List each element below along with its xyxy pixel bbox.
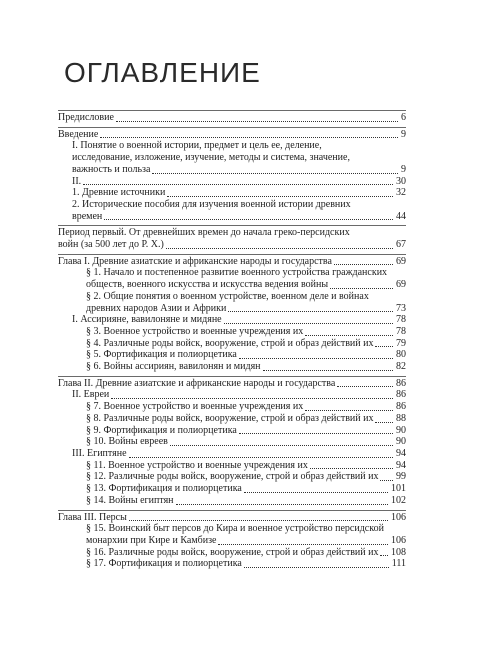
toc-entry-line (58, 129, 400, 141)
dot-leader (111, 398, 393, 399)
toc-entry-text: § 14. Войны египтян (86, 494, 174, 506)
toc-section (58, 376, 406, 510)
toc-page-number: 86 (396, 401, 406, 413)
toc-entry-title (86, 460, 395, 472)
dot-leader (375, 422, 393, 423)
toc-entry-line: § 2. Общие понятия о военном устройстве, военном деле и войнах (86, 290, 369, 302)
dot-leader (330, 288, 393, 289)
toc-entry-text: обществ, военного искусства и искусства ведения войны (86, 279, 329, 291)
dot-leader (116, 121, 398, 122)
toc-entry-title (58, 112, 400, 124)
toc-entry[interactable] (58, 389, 406, 401)
toc-entry-text: § 6. Войны ассириян, вавилонян и мидян (86, 361, 261, 373)
toc-entry-line (72, 448, 395, 460)
table-of-contents (58, 110, 406, 573)
toc-entry-title (86, 436, 395, 448)
toc-entry-text: I. Ассирияне, вавилоняне и мидяне (72, 314, 222, 326)
toc-entry-text: Глава I. Древние азиатские и африканские народы и государства (58, 255, 332, 267)
toc-entry[interactable] (58, 413, 406, 425)
toc-entry[interactable] (58, 187, 406, 199)
toc-page-number: 82 (396, 361, 406, 373)
toc-entry-title (72, 176, 395, 188)
dot-leader (239, 358, 393, 359)
toc-entry-line (58, 112, 400, 124)
toc-entry[interactable] (58, 267, 406, 290)
toc-page-number: 67 (396, 239, 406, 251)
toc-entry-title (72, 187, 395, 199)
toc-entry-text: § 12. Различные роды войск, вооружение, строй и образ действий их (86, 471, 379, 483)
toc-section (58, 110, 406, 127)
toc-entry-line (86, 326, 395, 338)
dot-leader (375, 346, 393, 347)
toc-entry-title (58, 378, 395, 390)
dot-leader (129, 520, 388, 521)
toc-entry-text: III. Египтяне (72, 447, 127, 459)
toc-entry-title (86, 483, 390, 495)
toc-entry-line (86, 401, 395, 413)
dot-leader (228, 311, 393, 312)
toc-entry[interactable] (58, 112, 406, 124)
toc-entry-text: Глава III. Персы (58, 511, 127, 523)
toc-entry-line (86, 436, 395, 448)
dot-leader (244, 492, 388, 493)
dot-leader (380, 480, 393, 481)
toc-section (58, 127, 406, 226)
toc-entry-title (86, 558, 391, 570)
toc-entry[interactable] (58, 436, 406, 448)
toc-entry[interactable] (58, 483, 406, 495)
toc-entry-text: древних народов Азии и Африки (86, 302, 227, 314)
toc-entry-text: II. (72, 175, 82, 187)
toc-entry-text: § 5. Фортификация и полиорцетика (86, 349, 237, 361)
toc-entry-title (72, 199, 395, 222)
toc-entry-text: § 9. Фортификация и полиорцетика (86, 424, 237, 436)
dot-leader (337, 386, 393, 387)
toc-entry-line (86, 460, 395, 472)
dot-leader (83, 184, 393, 185)
toc-entry[interactable] (58, 291, 406, 314)
toc-entry-title (72, 314, 395, 326)
toc-section (58, 510, 406, 574)
toc-entry-line (86, 338, 395, 350)
toc-entry-text: § 4. Различные роды войск, вооружение, строй и образ действий их (86, 337, 374, 349)
toc-entry[interactable] (58, 425, 406, 437)
toc-entry-title (72, 389, 395, 401)
dot-leader (170, 445, 393, 446)
toc-entry-line (86, 425, 395, 437)
dot-leader (334, 264, 393, 265)
toc-entry-line: Период первый. От древнейших времен до начала греко-персидских (58, 227, 350, 239)
toc-page-number: 94 (396, 459, 406, 471)
toc-entry-title (86, 471, 395, 483)
toc-page-number: 9 (401, 163, 406, 175)
toc-entry-line (72, 164, 400, 176)
toc-entry-text: § 7. Военное устройство и военные учреждения их (86, 401, 304, 413)
toc-page-number: 86 (396, 389, 406, 401)
toc-entry-text: важность и польза (72, 163, 151, 175)
dot-leader (166, 248, 393, 249)
toc-entry-title (72, 448, 395, 460)
toc-entry[interactable] (58, 129, 406, 141)
toc-entry[interactable] (58, 140, 406, 175)
toc-entry[interactable] (58, 227, 406, 250)
toc-entry[interactable] (58, 361, 406, 373)
toc-page-number: 94 (396, 447, 406, 459)
toc-entry-line: I. Понятие о военной истории, предмет и цель ее, деление, (72, 140, 322, 152)
toc-entry-line: § 1. Начало и постепенное развитие военного устройства гражданских (86, 267, 388, 279)
toc-entry[interactable] (58, 401, 406, 413)
toc-page-number: 73 (396, 302, 406, 314)
toc-entry-text: § 11. Военное устройство и военные учреждения их (86, 459, 308, 471)
toc-page-number: 88 (396, 412, 406, 424)
dot-leader (310, 468, 393, 469)
toc-entry-line (86, 558, 391, 570)
toc-entry-line (72, 389, 395, 401)
toc-entry[interactable] (58, 326, 406, 338)
toc-page-number: 78 (396, 325, 406, 337)
toc-entry-title (86, 291, 395, 314)
toc-entry-text: Введение (58, 128, 99, 140)
toc-entry-line: 2. Исторические пособия для изучения военной истории древних (72, 198, 351, 210)
toc-entry-line (72, 187, 395, 199)
toc-entry-line (58, 378, 395, 390)
toc-entry-text: § 17. Фортификация и полиорцетика (86, 558, 242, 570)
toc-entry-title (86, 523, 390, 546)
toc-entry-line (86, 471, 395, 483)
toc-entry-title (86, 413, 395, 425)
toc-entry-line (86, 483, 390, 495)
toc-section (58, 225, 406, 253)
toc-entry[interactable] (58, 471, 406, 483)
toc-page-number: 69 (396, 279, 406, 291)
toc-entry[interactable] (58, 176, 406, 188)
toc-entry[interactable] (58, 460, 406, 472)
toc-entry-line (86, 547, 390, 559)
dot-leader (218, 544, 388, 545)
toc-entry[interactable] (58, 349, 406, 361)
toc-entry[interactable] (58, 199, 406, 222)
toc-entry-text: Глава II. Древние азиатские и африканские народы и государства (58, 377, 336, 389)
toc-entry[interactable] (58, 558, 406, 570)
toc-entry-line (86, 361, 395, 373)
toc-entry-title (58, 129, 400, 141)
toc-page-number: 32 (396, 187, 406, 199)
toc-entry-line (86, 535, 390, 547)
toc-entry-text: § 13. Фортификация и полиорцетика (86, 483, 242, 495)
toc-entry[interactable] (58, 314, 406, 326)
toc-entry[interactable] (58, 338, 406, 350)
toc-entry-line: исследование, изложение, изучение, методы и система, значение, (72, 152, 350, 164)
toc-entry-title (86, 401, 395, 413)
toc-page-number: 44 (396, 210, 406, 222)
toc-entry[interactable] (58, 495, 406, 507)
toc-entry-title (86, 349, 395, 361)
toc-entry-title (86, 361, 395, 373)
toc-page-number: 86 (396, 377, 406, 389)
toc-entry-line (72, 176, 395, 188)
dot-leader (305, 410, 393, 411)
toc-section (58, 254, 406, 376)
toc-entry-text: § 16. Различные роды войск, вооружение, строй и образ действий их (86, 546, 379, 558)
toc-page-number: 30 (396, 175, 406, 187)
toc-entry-line (72, 211, 395, 223)
dot-leader (152, 173, 398, 174)
toc-entry[interactable] (58, 378, 406, 390)
dot-leader (129, 457, 393, 458)
toc-entry-line (72, 314, 395, 326)
toc-entry-text: Предисловие (58, 112, 114, 123)
toc-entry[interactable] (58, 523, 406, 546)
toc-entry-line (58, 512, 390, 524)
toc-entry-line (86, 279, 395, 291)
toc-page-number: 101 (391, 483, 406, 495)
toc-entry-title (58, 256, 395, 268)
toc-entry-line (86, 349, 395, 361)
dot-leader (380, 555, 388, 556)
toc-page-number: 69 (396, 255, 406, 267)
toc-page-number: 80 (396, 349, 406, 361)
toc-page-number: 106 (391, 511, 406, 523)
toc-page-number: 9 (401, 128, 406, 140)
dot-leader (263, 370, 393, 371)
dot-leader (167, 196, 393, 197)
toc-entry-text: § 3. Военное устройство и военные учреждения их (86, 325, 304, 337)
toc-page-number: 99 (396, 471, 406, 483)
toc-entry-title (86, 338, 395, 350)
toc-entry-line (58, 239, 395, 251)
toc-page-number: 102 (391, 494, 406, 506)
toc-entry[interactable] (58, 448, 406, 460)
toc-entry-title (86, 547, 390, 559)
toc-entry-title (58, 512, 390, 524)
toc-entry-title (58, 227, 395, 250)
toc-entry-line (58, 256, 395, 268)
toc-page-number: 79 (396, 337, 406, 349)
toc-page-number: 111 (391, 558, 406, 570)
toc-page-number: 108 (391, 546, 406, 558)
toc-page-number: 90 (396, 436, 406, 448)
toc-entry-text: § 10. Войны евреев (86, 436, 168, 448)
dot-leader (176, 504, 388, 505)
dot-leader (100, 137, 398, 138)
toc-page-number: 106 (391, 534, 406, 546)
toc-entry-title (86, 326, 395, 338)
toc-entry-title (86, 267, 395, 290)
toc-entry-line (86, 303, 395, 315)
dot-leader (244, 567, 389, 568)
toc-entry-text: войн (за 500 лет до Р. Х.) (58, 239, 164, 251)
toc-entry-line: § 15. Воинский быт персов до Кира и военное устройство персидской (86, 523, 384, 535)
toc-page-number: 90 (396, 424, 406, 436)
toc-entry-text: § 8. Различные роды войск, вооружение, строй и образ действий их (86, 412, 374, 424)
toc-entry-text: монархии при Кире и Камбизе (86, 534, 217, 546)
dot-leader (239, 433, 393, 434)
dot-leader (104, 219, 393, 220)
page-title: ОГЛАВЛЕНИЕ (64, 57, 261, 88)
toc-entry-text: времен (72, 210, 103, 222)
toc-entry-title (86, 495, 390, 507)
toc-entry[interactable] (58, 256, 406, 268)
toc-page-number: 6 (401, 112, 406, 123)
toc-entry-title (86, 425, 395, 437)
toc-entry-text: 1. Древние источники (72, 187, 166, 199)
toc-entry-text: II. Евреи (72, 389, 110, 401)
toc-entry-line (86, 495, 390, 507)
toc-entry-title (72, 140, 400, 175)
toc-entry[interactable] (58, 512, 406, 524)
toc-entry-line (86, 413, 395, 425)
dot-leader (224, 323, 393, 324)
toc-entry[interactable] (58, 547, 406, 559)
dot-leader (305, 335, 393, 336)
toc-page-number: 78 (396, 314, 406, 326)
